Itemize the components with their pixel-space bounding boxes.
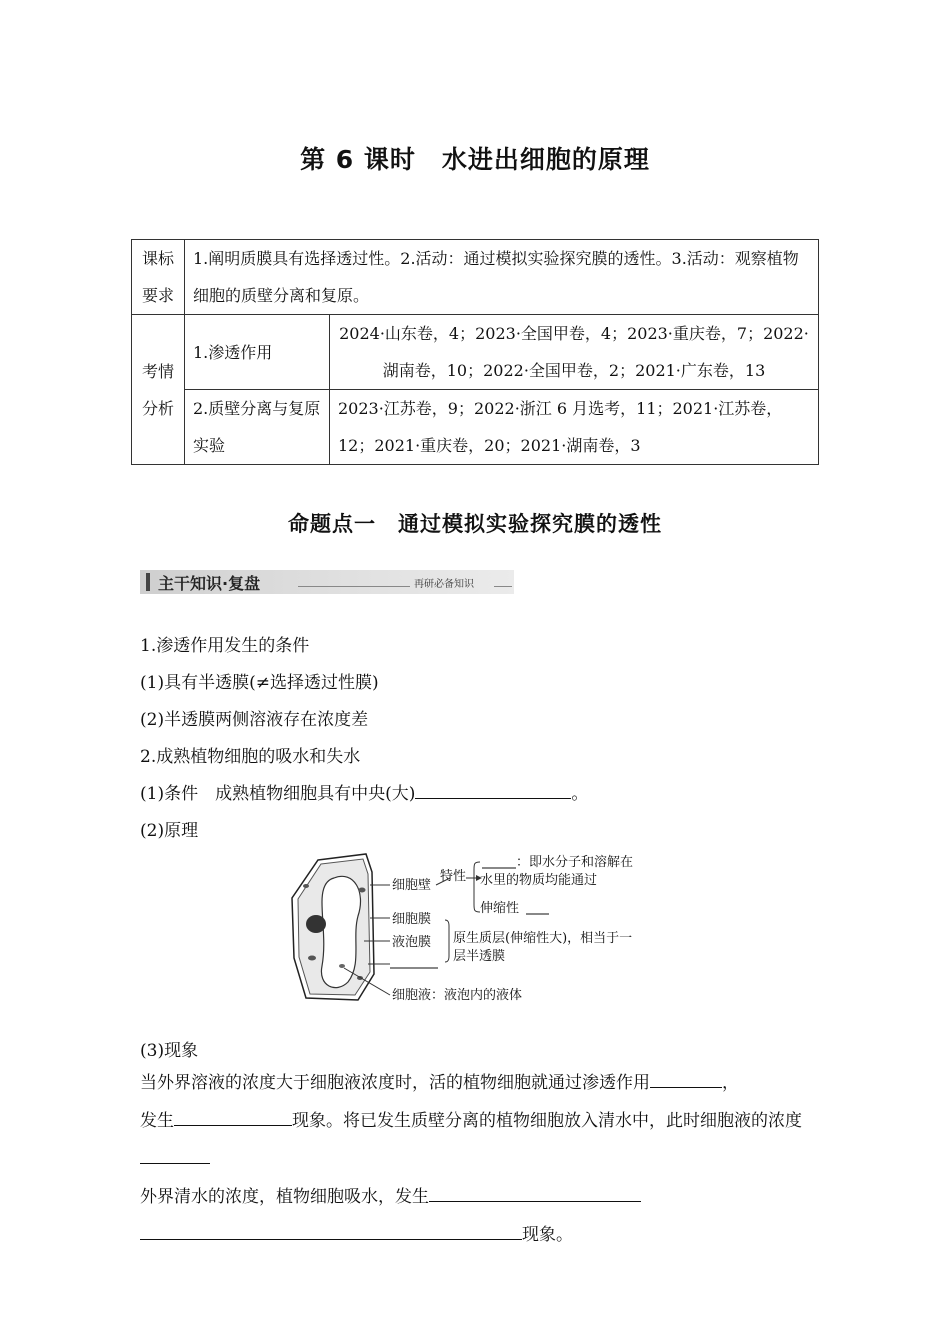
- condition-line: [140, 779, 588, 804]
- blank-plasmolysis: [174, 1107, 292, 1126]
- label-stretch: 伸缩性: [480, 901, 520, 916]
- blank-water-loss: [650, 1069, 722, 1088]
- banner-title: 主干知识·复盘: [158, 574, 261, 593]
- page-title: 第 6 课时 水进出细胞的原理: [300, 145, 650, 174]
- heading-water-absorption: 2.成熟植物细胞的吸水和失水: [140, 747, 361, 767]
- section-title: 命题点一 通过模拟实验探究膜的透性: [288, 512, 662, 536]
- paragraph-text: 外界清水的浓度，植物细胞吸水，发生: [140, 1187, 429, 1207]
- banner-line-end: [494, 586, 512, 587]
- chloroplast: [303, 884, 309, 888]
- condition-2: (2)半透膜两侧溶液存在浓度差: [140, 710, 369, 730]
- condition-text: (1)条件 成熟植物细胞具有中央(大): [140, 784, 416, 804]
- chloroplast: [359, 888, 366, 893]
- blank-recovery-cont: [140, 1221, 522, 1240]
- topic-plasmolysis: 2.质壁分离与复原实验: [185, 390, 330, 465]
- sources-osmosis: 2024·山东卷，4；2023·全国甲卷，4；2023·重庆卷，7；2022·湖南卷，10；2022·全国甲卷，2；2021·广东卷，13: [330, 315, 819, 390]
- label-wall-desc-2: 水里的物质均能通过: [480, 873, 598, 888]
- heading-osmosis-conditions: 1.渗透作用发生的条件: [140, 636, 310, 656]
- table-row: [132, 240, 819, 315]
- paragraph-line: [140, 1216, 812, 1254]
- label-property: 特性: [440, 869, 467, 884]
- topic-osmosis: 1.渗透作用: [185, 315, 330, 390]
- header-curriculum: 课标要求: [132, 240, 185, 315]
- blank-concentration: [140, 1145, 210, 1164]
- label-protoplast-2: 层半透膜: [453, 949, 506, 964]
- label-cell-sap: 细胞液：液泡内的液体: [392, 988, 523, 1003]
- paragraph-text: ，: [722, 1073, 739, 1093]
- phenomenon-paragraph: [140, 1064, 812, 1254]
- label-cell-membrane: 细胞膜: [392, 912, 432, 927]
- label-wall-desc-1: ：即水分子和溶解在: [516, 855, 634, 870]
- condition-end: 。: [571, 784, 589, 804]
- banner-subtitle: 再研必备知识: [414, 579, 474, 590]
- banner-line: [298, 586, 410, 587]
- plant-cell-diagram: [290, 846, 670, 1012]
- header-exam-analysis: 考情分析: [132, 315, 185, 465]
- curriculum-content: 1.阐明质膜具有选择透过性。2.活动：通过模拟实验探究膜的透性。3.活动：观察植物细胞的质壁分离和复原。: [185, 240, 819, 315]
- label-vacuole-membrane: 液泡膜: [392, 935, 432, 950]
- blank-vacuole: [415, 780, 571, 799]
- principle-heading: (2)原理: [140, 821, 199, 841]
- paragraph-text: 现象。将已发生质壁分离的植物细胞放入清水中，此时细胞液的浓度: [292, 1111, 802, 1131]
- banner-bar: [146, 573, 150, 591]
- table-row: [132, 390, 819, 465]
- chloroplast: [339, 964, 345, 968]
- condition-1: (1)具有半透膜(≠选择透过性膜): [140, 673, 379, 693]
- label-cell-wall: 细胞壁: [392, 878, 432, 893]
- label-protoplast-1: 原生质层(伸缩性大)，相当于一: [453, 931, 633, 946]
- chloroplast: [308, 956, 316, 961]
- blank-recovery: [429, 1183, 641, 1202]
- sources-plasmolysis: 2023·江苏卷，9；2022·浙江 6 月选考，11；2021·江苏卷，12；2021·重庆卷，20；2021·湖南卷，3: [330, 390, 819, 465]
- phenomenon-heading: (3)现象: [140, 1041, 199, 1061]
- paragraph-text: 现象。: [522, 1225, 573, 1245]
- paragraph-line: [140, 1102, 812, 1178]
- curriculum-table: [131, 239, 819, 465]
- paragraph-text: 发生: [140, 1111, 174, 1131]
- paragraph-line: [140, 1064, 812, 1102]
- paragraph-text: 当外界溶液的浓度大于细胞液浓度时，活的植物细胞就通过渗透作用: [140, 1073, 650, 1093]
- section-banner: [140, 570, 514, 594]
- nucleus: [306, 915, 326, 933]
- paragraph-line: [140, 1178, 812, 1216]
- table-row: [132, 315, 819, 390]
